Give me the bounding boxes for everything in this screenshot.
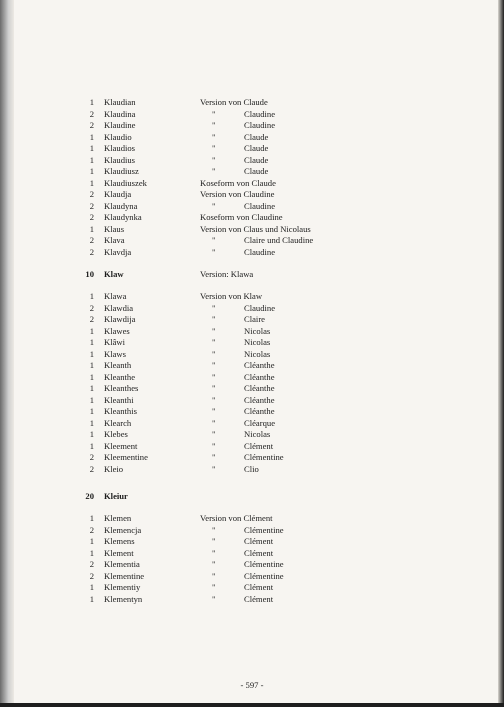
ditto-mark: " [212, 547, 216, 558]
entry-name: Kleanthe [104, 371, 136, 382]
entry-description: Clément [244, 582, 274, 592]
ditto-mark: " [212, 166, 216, 176]
entry-count: 1 [89, 417, 94, 428]
entry-count: 2 [89, 200, 94, 211]
ditto-mark: " [212, 120, 216, 130]
entry-name: Klearch [104, 417, 132, 428]
entry-description: Koseform von Claudine [200, 212, 283, 222]
entry-description: Claudine [244, 246, 276, 257]
entry-description: Cléanthe [244, 394, 275, 405]
entry-description: Cléanthe [244, 371, 275, 382]
entry-name: Klemens [104, 536, 135, 546]
entry-name: Klaudja [104, 189, 132, 199]
entry-count: 1 [89, 593, 94, 604]
entry-count: 2 [89, 559, 94, 569]
entry-count: 2 [89, 570, 94, 581]
entry-name: Klaudyna [104, 200, 138, 211]
entry-name: Klemen [104, 513, 132, 523]
entry-description: Cléanthe [244, 406, 275, 416]
entry-count: 2 [89, 120, 94, 130]
entry-description: Claire [244, 314, 265, 324]
entry-count: 1 [89, 177, 94, 188]
entry-name: Kleiur [104, 491, 128, 501]
entry-description: Clémentine [244, 559, 284, 569]
entry-count: 1 [89, 325, 94, 336]
entry-description: Version von Claudine [200, 189, 275, 199]
entry-count: 1 [89, 97, 94, 107]
ditto-mark: " [212, 394, 216, 405]
ditto-mark: " [212, 371, 216, 382]
entry-name: Klementiy [104, 582, 141, 592]
ditto-mark: " [212, 406, 216, 416]
entry-description: Version von Claus und Nicolaus [200, 223, 311, 234]
entry-count: 1 [89, 582, 94, 592]
entry-description: Version von Clément [200, 513, 273, 523]
entry-description: Claire und Claudine [244, 235, 314, 245]
ditto-mark: " [212, 536, 216, 546]
entry-description: Clément [244, 593, 274, 604]
ditto-mark: " [212, 417, 216, 428]
entry-count: 2 [89, 524, 94, 535]
entry-name: Klawdia [104, 302, 134, 313]
entry-name: Klava [104, 235, 125, 245]
entry-description: Koseform von Claude [200, 177, 276, 188]
entry-description: Clio [244, 463, 259, 474]
entry-count: 2 [89, 246, 94, 257]
ditto-mark: " [212, 383, 216, 393]
entry-description: Claudine [244, 120, 276, 130]
entry-name: Klawdija [104, 314, 136, 324]
entry-name: Klementia [104, 559, 140, 569]
entry-count: 2 [89, 235, 94, 245]
entry-description: Version: Klawa [200, 269, 254, 279]
entry-count: 1 [89, 440, 94, 451]
entry-name: Klementyn [104, 593, 143, 604]
entry-name: Klaus [104, 223, 125, 234]
entry-count: 2 [89, 463, 94, 474]
ditto-mark: " [212, 131, 216, 142]
entry-name: Klementine [104, 570, 145, 581]
entry-name: Klaudynka [104, 212, 142, 222]
ditto-mark: " [212, 235, 216, 245]
entry-name: Klebes [104, 429, 128, 439]
entry-count: 1 [89, 547, 94, 558]
ditto-mark: " [212, 108, 216, 119]
entry-count: 2 [89, 452, 94, 462]
entry-description: Cléanthe [244, 383, 275, 393]
entry-name: Klemencja [104, 524, 142, 535]
page-bottom-edge [0, 703, 504, 707]
entry-name: Klaudios [104, 143, 136, 153]
entry-description: Nicolas [244, 337, 271, 347]
entry-description: Claude [244, 166, 269, 176]
entry-name: Kleanthi [104, 394, 134, 405]
entry-count: 1 [89, 337, 94, 347]
entry-name: Klâwi [104, 337, 126, 347]
entry-count: 2 [89, 212, 94, 222]
page-number: - 597 - [240, 680, 264, 690]
entry-count: 2 [89, 189, 94, 199]
ditto-mark: " [212, 154, 216, 165]
entry-description: Clémentine [244, 452, 284, 462]
entry-count: 2 [89, 314, 94, 324]
entry-count: 1 [89, 166, 94, 176]
entry-description: Clément [244, 536, 274, 546]
entry-name: Klaudine [104, 120, 136, 130]
entry-description: Claudine [244, 108, 276, 119]
entry-name: Klaudian [104, 97, 136, 107]
entry-name: Klavdja [104, 246, 132, 257]
entry-name: Klaudiusz [104, 166, 139, 176]
entry-count: 2 [89, 302, 94, 313]
ditto-mark: " [212, 360, 216, 370]
entry-name: Klawa [104, 291, 127, 301]
entry-count: 2 [89, 108, 94, 119]
ditto-mark: " [212, 246, 216, 257]
entry-description: Clémentine [244, 570, 284, 581]
ditto-mark: " [212, 452, 216, 462]
ditto-mark: " [212, 302, 216, 313]
entry-description: Claude [244, 143, 269, 153]
ditto-mark: " [212, 559, 216, 569]
entry-name: Kleanth [104, 360, 132, 370]
ditto-mark: " [212, 429, 216, 439]
entry-count: 1 [89, 154, 94, 165]
ditto-mark: " [212, 325, 216, 336]
entry-count: 1 [89, 383, 94, 393]
entry-name: Klement [104, 547, 134, 558]
entry-description: Nicolas [244, 429, 271, 439]
ditto-mark: " [212, 582, 216, 592]
entry-description: Claude [244, 131, 269, 142]
entry-name: Klaudius [104, 154, 136, 165]
entry-description: Cléarque [244, 417, 276, 428]
entry-count: 1 [89, 291, 94, 301]
entry-count: 10 [85, 269, 94, 279]
entry-description: Clément [244, 547, 274, 558]
entry-count: 20 [85, 491, 94, 501]
entry-name: Kleio [104, 463, 124, 474]
ditto-mark: " [212, 570, 216, 581]
entry-name: Kleanthis [104, 406, 137, 416]
ditto-mark: " [212, 337, 216, 347]
entry-count: 1 [89, 360, 94, 370]
entry-name: Klaw [104, 269, 124, 279]
entry-count: 1 [89, 131, 94, 142]
entry-description: Clémentine [244, 524, 284, 535]
entry-name: Kleanthes [104, 383, 139, 393]
entry-description: Version von Klaw [200, 291, 263, 301]
entry-name: Klawes [104, 325, 130, 336]
entry-description: Nicolas [244, 348, 271, 359]
ditto-mark: " [212, 593, 216, 604]
entry-name: Klaudio [104, 131, 132, 142]
entry-count: 1 [89, 143, 94, 153]
ditto-mark: " [212, 314, 216, 324]
ditto-mark: " [212, 440, 216, 451]
entry-count: 1 [89, 223, 94, 234]
entry-description: Cléanthe [244, 360, 275, 370]
entry-count: 1 [89, 513, 94, 523]
entry-name: Klaudiuszek [104, 177, 147, 188]
entry-name: Kleementine [104, 452, 148, 462]
entry-description: Clément [244, 440, 274, 451]
entry-count: 1 [89, 406, 94, 416]
ditto-mark: " [212, 524, 216, 535]
ditto-mark: " [212, 200, 216, 211]
book-spine-shadow [0, 0, 14, 707]
entry-count: 1 [89, 536, 94, 546]
entry-name: Kleement [104, 440, 138, 451]
page-right-edge [498, 0, 504, 707]
entry-count: 1 [89, 371, 94, 382]
entry-name: Klaws [104, 348, 126, 359]
entry-description: Claude [244, 154, 269, 165]
entry-description: Nicolas [244, 325, 271, 336]
ditto-mark: " [212, 143, 216, 153]
ditto-mark: " [212, 463, 216, 474]
entry-description: Version von Claude [200, 97, 268, 107]
entry-description: Claudine [244, 302, 276, 313]
ditto-mark: " [212, 348, 216, 359]
entry-count: 1 [89, 429, 94, 439]
entry-description: Claudine [244, 200, 276, 211]
entry-count: 1 [89, 394, 94, 405]
entry-name: Klaudina [104, 108, 136, 119]
entry-count: 1 [89, 348, 94, 359]
